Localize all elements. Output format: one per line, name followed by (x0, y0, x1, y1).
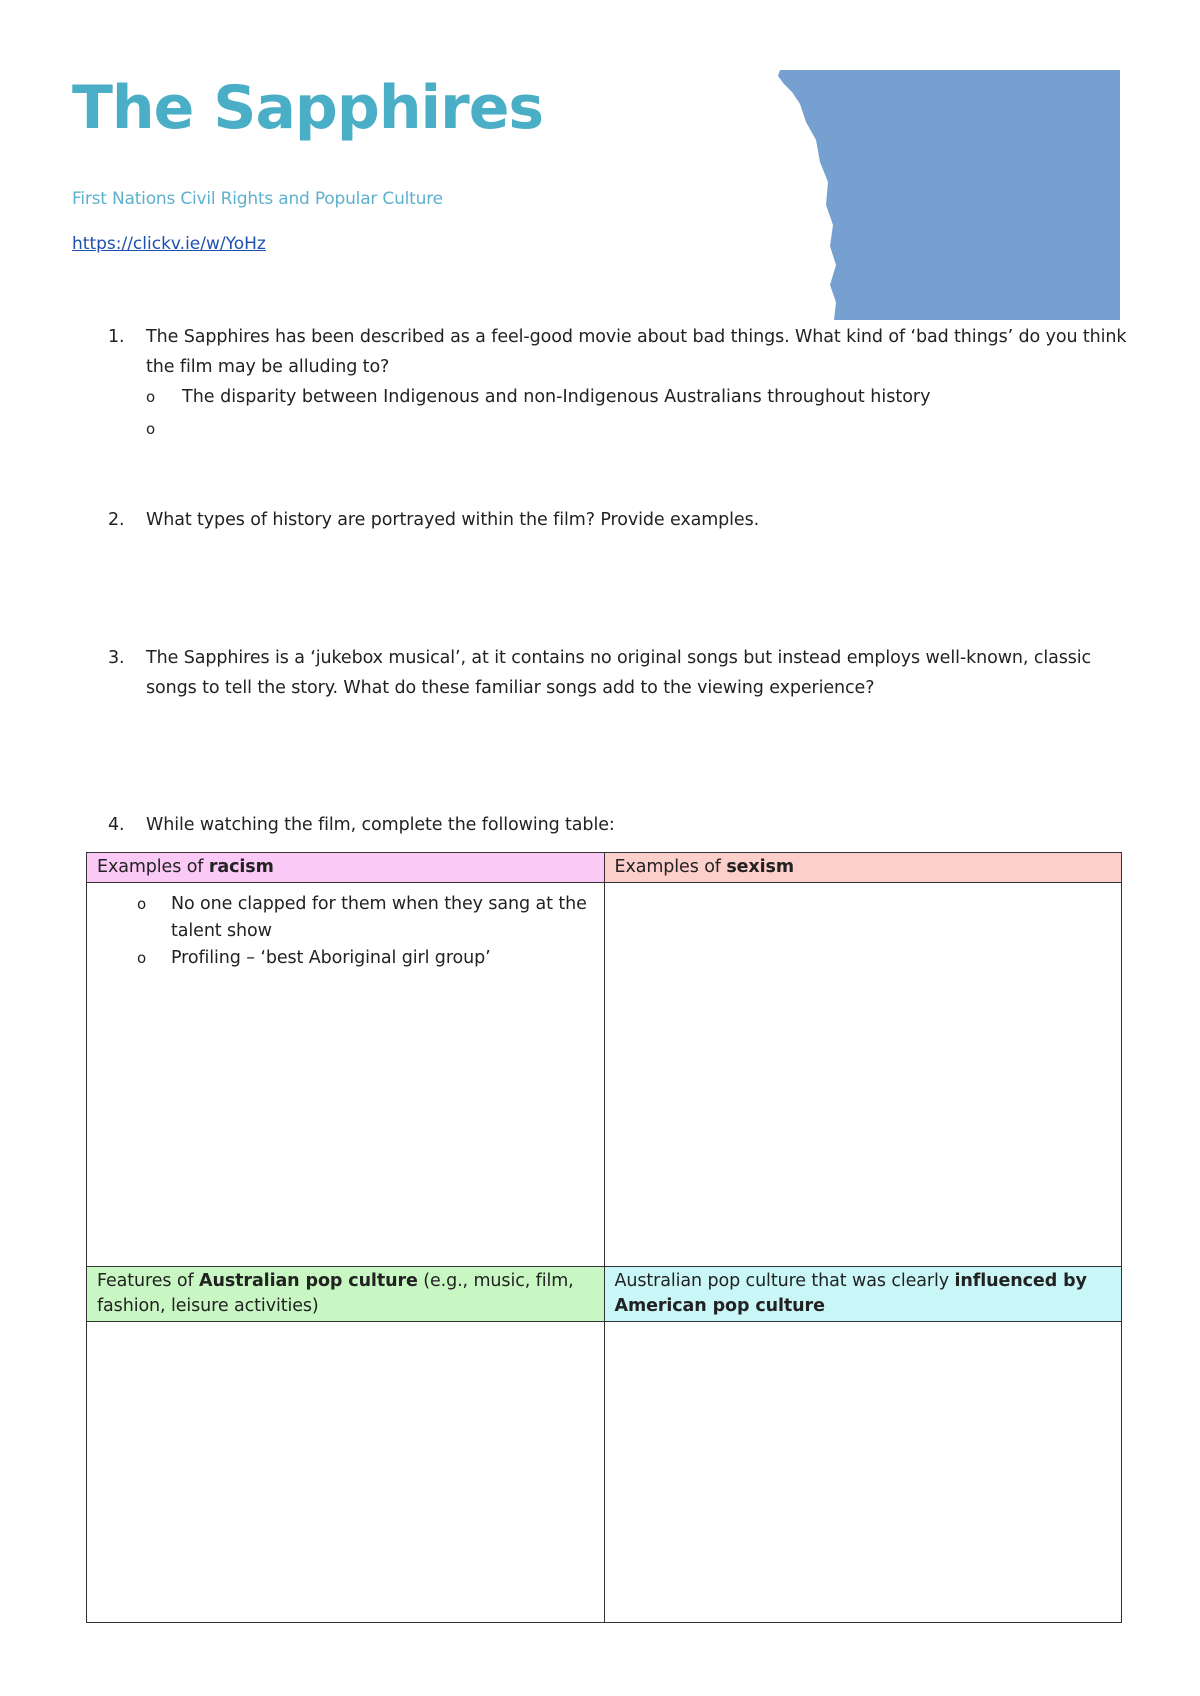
question-1 (72, 322, 1127, 382)
torn-image-shape (778, 70, 1120, 320)
question-text: The Sapphires has been described as a feel-good movie about bad things. What kind of ‘bad things’ do you think the film may be alluding to? (146, 327, 1127, 377)
australian-pop-culture-header: Features of Australian pop culture (e.g., music, film, fashion, leisure activities) (87, 1267, 605, 1322)
page-subtitle: First Nations Civil Rights and Popular Culture (72, 189, 443, 209)
racism-list (97, 891, 594, 972)
question-number: 3. (108, 648, 125, 668)
question-text: While watching the film, complete the following table: (146, 815, 615, 835)
bullet-marker: o (146, 388, 156, 406)
answer-text: The disparity between Indigenous and non-Indigenous Australians throughout history (182, 387, 931, 407)
bullet-marker: o (137, 949, 147, 967)
racism-cell[interactable] (87, 883, 605, 1267)
question-number: 1. (108, 327, 125, 347)
sexism-cell[interactable] (604, 883, 1122, 1267)
australian-pop-culture-cell[interactable] (87, 1322, 605, 1623)
list-item: o Profiling – ‘best Aboriginal girl group’ (97, 945, 594, 972)
question-number: 2. (108, 510, 125, 530)
table-header-row (87, 853, 1122, 883)
response-table (86, 852, 1122, 1623)
page-title: The Sapphires (72, 73, 544, 143)
bullet-marker: o (146, 420, 156, 438)
table-row (87, 883, 1122, 1267)
question-2 (72, 505, 1122, 535)
table-header-row (87, 1267, 1122, 1322)
table-row (87, 1322, 1122, 1623)
list-item: o No one clapped for them when they sang at the talent show (97, 891, 594, 945)
question-text: The Sapphires is a ‘jukebox musical’, at it contains no original songs but instead employs well-known, classic songs to tell the story. What do these familiar songs add to the viewing experience? (146, 648, 1092, 698)
american-influence-cell[interactable] (604, 1322, 1122, 1623)
bullet-marker: o (137, 895, 147, 913)
question-3 (72, 643, 1122, 703)
question-4 (72, 810, 1122, 840)
header-image-block (778, 70, 1120, 320)
question-text: What types of history are portrayed within the film? Provide examples. (146, 510, 760, 530)
question-number: 4. (108, 815, 125, 835)
video-link[interactable]: https://clickv.ie/w/YoHz (72, 234, 266, 254)
american-influence-header: Australian pop culture that was clearly influenced by American pop culture (604, 1267, 1122, 1322)
racism-header: Examples of racism (87, 853, 605, 883)
sexism-header: Examples of sexism (604, 853, 1122, 883)
